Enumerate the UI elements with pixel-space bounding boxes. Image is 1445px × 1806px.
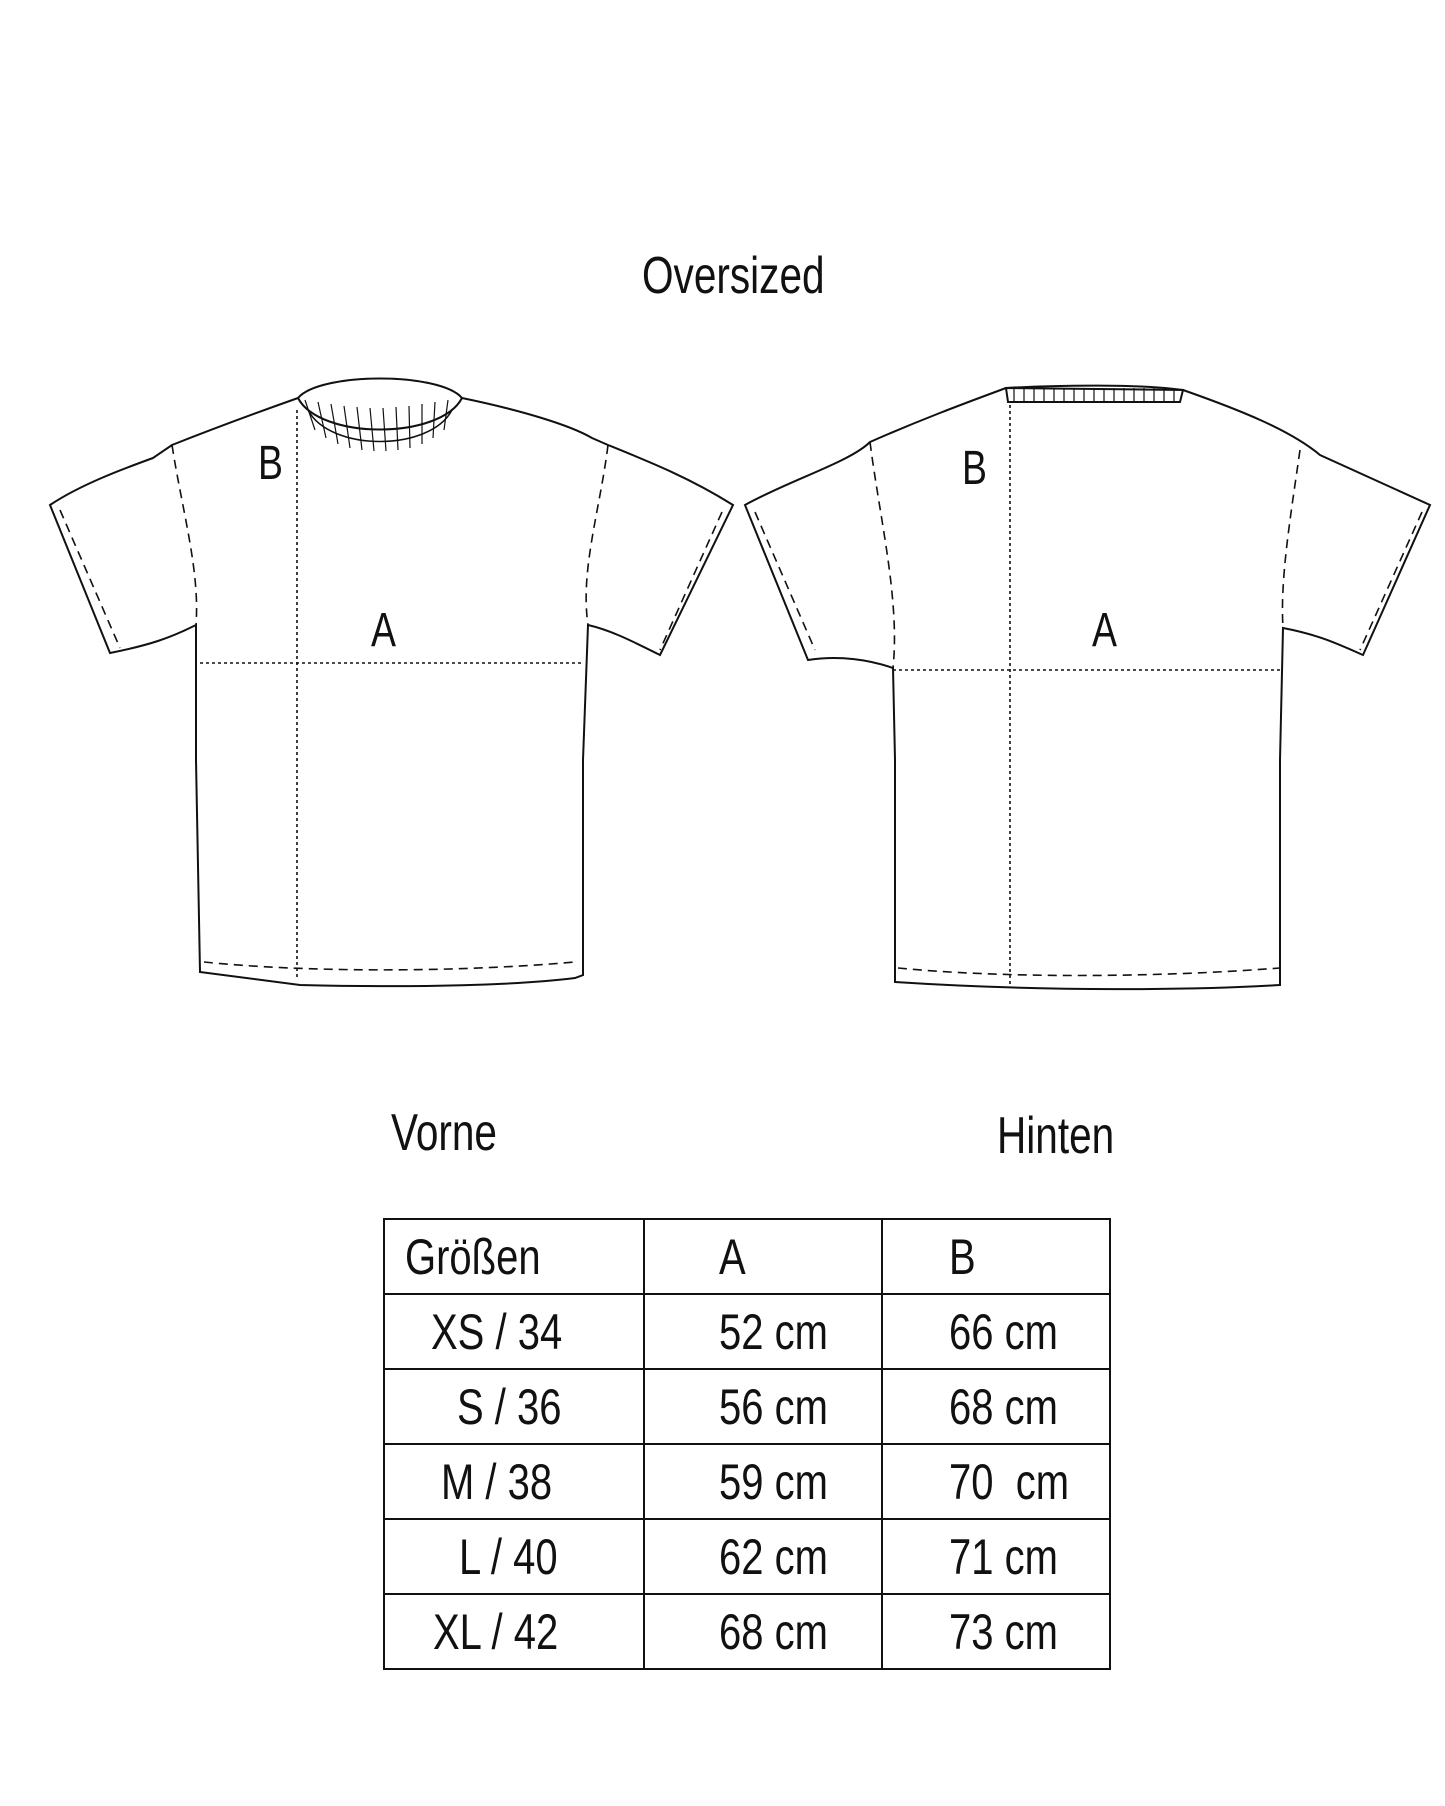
measure-a-text: 56 cm — [719, 1378, 828, 1435]
table-row — [384, 1444, 1110, 1519]
measure-a-cell — [644, 1294, 882, 1369]
size-text: XL / 42 — [433, 1603, 559, 1660]
front-seam-lines — [60, 445, 722, 970]
size-text: XS / 34 — [431, 1303, 563, 1360]
measure-b-text: 70 cm — [949, 1453, 1070, 1510]
front-measure-lines — [200, 410, 583, 980]
measure-b-cell — [882, 1594, 1110, 1669]
measure-a-cell — [644, 1444, 882, 1519]
measure-b-cell — [882, 1369, 1110, 1444]
size-text: L / 40 — [459, 1528, 558, 1585]
back-seam-lines — [755, 442, 1422, 976]
measure-b-text: 71 cm — [949, 1528, 1058, 1585]
table-row — [384, 1294, 1110, 1369]
back-measure-a-label: A — [1092, 604, 1117, 657]
measure-b-text: 68 cm — [949, 1378, 1058, 1435]
measure-a-text: 68 cm — [719, 1603, 828, 1660]
back-tshirt-drawing — [745, 386, 1430, 990]
size-text: S / 36 — [457, 1378, 562, 1435]
header-cell-a — [644, 1219, 882, 1294]
measure-b-cell — [882, 1444, 1110, 1519]
header-cell-b — [882, 1219, 1110, 1294]
size-cell — [384, 1369, 644, 1444]
front-view-label: Vorne — [391, 1104, 497, 1162]
size-cell — [384, 1519, 644, 1594]
measure-b-text: 73 cm — [949, 1603, 1058, 1660]
size-table — [383, 1218, 1111, 1670]
size-cell — [384, 1294, 644, 1369]
front-neck-rib-hatching — [305, 400, 448, 451]
table-row — [384, 1594, 1110, 1669]
front-measure-b-label: B — [258, 437, 283, 490]
front-measure-a-label: A — [371, 604, 396, 657]
page-title: Oversized — [642, 247, 825, 305]
header-cell-size — [384, 1219, 644, 1294]
size-cell — [384, 1444, 644, 1519]
table-header-row — [384, 1219, 1110, 1294]
size-cell — [384, 1594, 644, 1669]
front-neck-rib-inner — [308, 410, 452, 442]
table-row — [384, 1519, 1110, 1594]
measure-b-cell — [882, 1519, 1110, 1594]
header-b-text: B — [949, 1228, 976, 1285]
measure-b-cell — [882, 1294, 1110, 1369]
measure-a-text: 62 cm — [719, 1528, 828, 1585]
front-tshirt-outline — [50, 379, 733, 987]
measure-a-text: 59 cm — [719, 1453, 828, 1510]
header-a-text: A — [719, 1228, 746, 1285]
header-size-text: Größen — [405, 1228, 541, 1285]
measure-a-text: 52 cm — [719, 1303, 828, 1360]
back-measure-b-label: B — [962, 442, 987, 495]
measure-a-cell — [644, 1519, 882, 1594]
measure-a-cell — [644, 1594, 882, 1669]
front-tshirt-drawing — [50, 379, 733, 987]
back-view-label: Hinten — [997, 1107, 1115, 1165]
measure-b-text: 66 cm — [949, 1303, 1058, 1360]
measure-a-cell — [644, 1369, 882, 1444]
back-tshirt-outline — [745, 386, 1430, 990]
size-text: M / 38 — [441, 1453, 553, 1510]
back-measure-lines — [893, 405, 1280, 988]
table-row — [384, 1369, 1110, 1444]
